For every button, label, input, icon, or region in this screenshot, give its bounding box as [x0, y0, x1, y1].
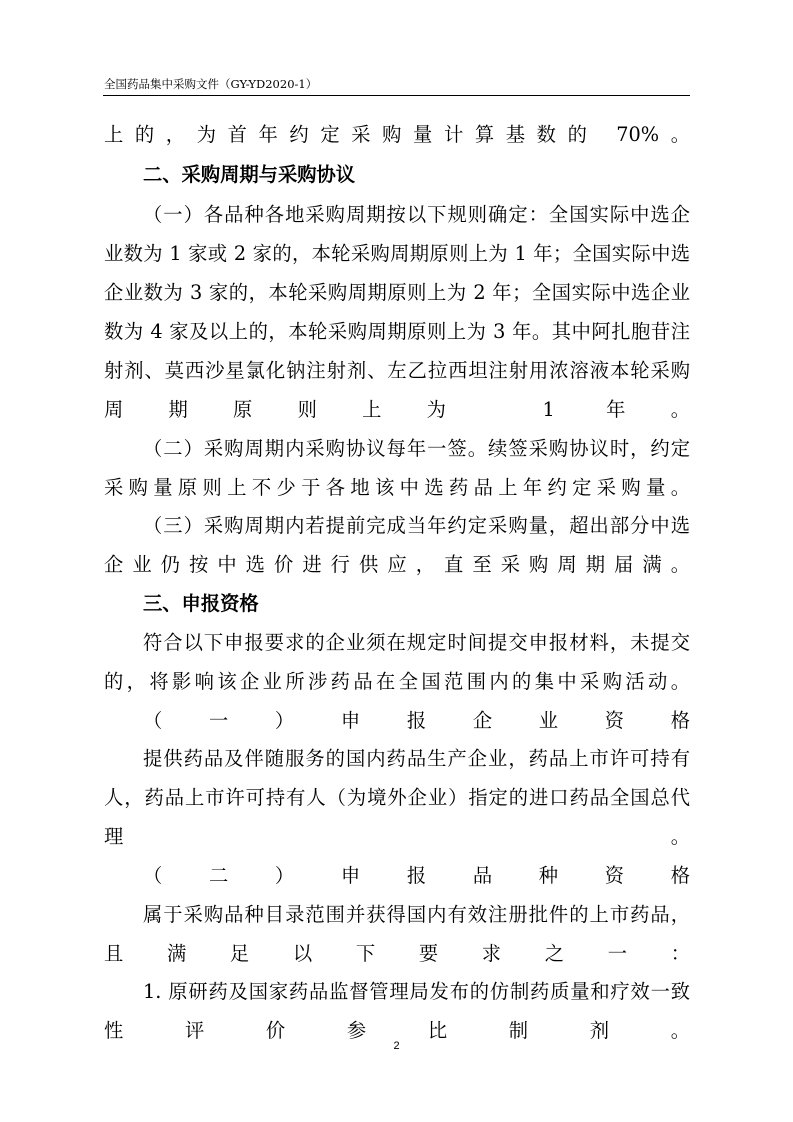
list-item-line: 1. 原研药及国家药品监督管理局发布的仿制药质量和疗效一致 [143, 980, 690, 1003]
paragraph-line: （三）采购周期内若提前完成当年约定采购量，超出部分中选 [143, 514, 690, 537]
paragraph-line: （一）各品种各地采购周期按以下规则确定：全国实际中选企 [143, 203, 690, 226]
section-heading-eligibility: 三、申报资格 [143, 592, 259, 615]
subheading-enterprise-eligibility: （一）申报企业资格 [143, 709, 690, 732]
paragraph-line: （二）采购周期内采购协议每年一签。续签采购协议时，约定 [143, 437, 690, 460]
paragraph-line: 周期原则上为 1 年。 [104, 398, 690, 421]
paragraph-line: 企业仍按中选价进行供应，直至采购周期届满。 [104, 553, 690, 576]
list-item-line: 性评价参比制剂。 [104, 1019, 690, 1042]
paragraph-line: 人，药品上市许可持有人（为境外企业）指定的进口药品全国总代 [104, 786, 690, 809]
subheading-product-eligibility: （二）申报品种资格 [143, 864, 690, 887]
paragraph-line: 提供药品及伴随服务的国内药品生产企业，药品上市许可持有 [143, 747, 690, 770]
header-divider [103, 95, 690, 96]
paragraph-line: 理。 [104, 825, 690, 848]
paragraph-line: 属于采购品种目录范围并获得国内有效注册批件的上市药品， [143, 903, 690, 926]
section-heading-procurement-period: 二、采购周期与采购协议 [143, 163, 356, 186]
paragraph-line: 采购量原则上不少于各地该中选药品上年约定采购量。 [104, 476, 690, 499]
paragraph-line: 的，将影响该企业所涉药品在全国范围内的集中采购活动。 [104, 670, 690, 693]
paragraph-line: 符合以下申报要求的企业须在规定时间提交申报材料，未提交 [143, 631, 690, 654]
paragraph-line: 数为 4 家及以上的，本轮采购周期原则上为 3 年。其中阿扎胞苷注 [104, 320, 690, 343]
document-header: 全国药品集中采购文件（GY-YD2020-1） [104, 77, 318, 91]
paragraph-line: 业数为 1 家或 2 家的，本轮采购周期原则上为 1 年；全国实际中选 [104, 242, 690, 265]
paragraph-line: 且满足以下要求之一： [104, 942, 690, 965]
paragraph-line: 企业数为 3 家的，本轮采购周期原则上为 2 年；全国实际中选企业 [104, 281, 690, 304]
paragraph-line: 射剂、莫西沙星氯化钠注射剂、左乙拉西坦注射用浓溶液本轮采购 [104, 359, 690, 382]
page-number: 2 [393, 1040, 400, 1052]
paragraph-line: 上的，为首年约定采购量计算基数的 70%。 [104, 123, 690, 146]
